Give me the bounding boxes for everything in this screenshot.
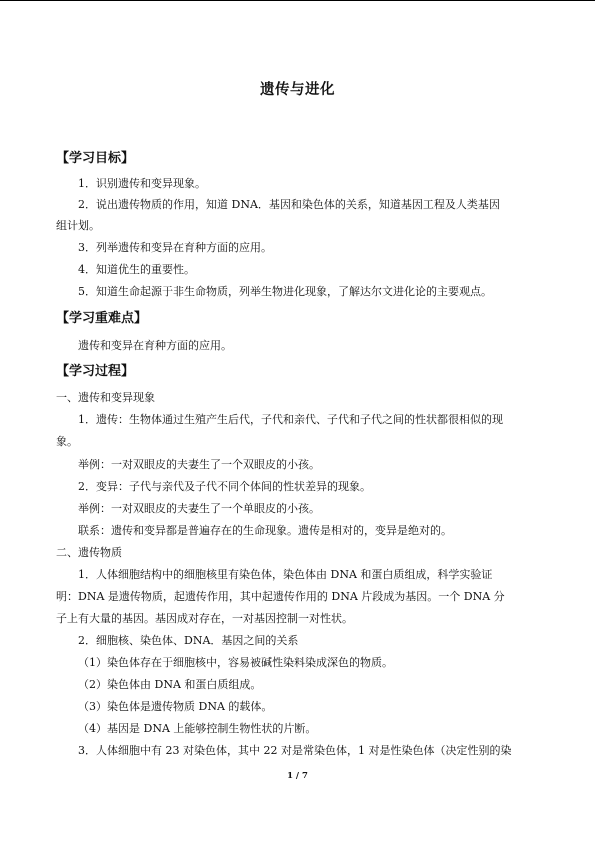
objective-item-2: 2．说出遗传物质的作用，知道 DNA．基因和染色体的关系，知道基因工程及人类基因: [78, 198, 500, 211]
page-title: 遗传与进化: [260, 82, 335, 98]
section2-para1-cont1: 明：DNA 是遗传物质，起遗传作用，其中起遗传作用的 DNA 片段成为基因。一个 DNA 分: [56, 590, 505, 603]
heading-objectives: 【学习目标】: [56, 151, 135, 166]
objective-item-2-cont: 组计划。: [56, 219, 100, 232]
section1-para2: 2．变异：子代与亲代及子代不同个体间的性状差异的现象。: [78, 480, 371, 493]
key-points-text: 遗传和变异在育种方面的应用。: [78, 339, 232, 352]
heading-process: 【学习过程】: [56, 364, 135, 379]
section2-heading: 二、遗传物质: [56, 546, 122, 559]
section2-para3: 3．人体细胞中有 23 对染色体，其中 22 对是常染色体，1 对是性染色体（决定性别的染: [78, 744, 512, 757]
section1-example2: 举例：一对双眼皮的夫妻生了一个单眼皮的小孩。: [78, 502, 320, 515]
section2-sub3: （3）染色体是遗传物质 DNA 的载体。: [78, 700, 273, 713]
section1-link: 联系：遗传和变异都是普遍存在的生命现象。遗传是相对的，变异是绝对的。: [78, 524, 452, 537]
objective-item-3: 3．列举遗传和变异在育种方面的应用。: [78, 241, 272, 254]
section2-sub4: （4）基因是 DNA 上能够控制生物性状的片断。: [78, 722, 317, 735]
section2-sub2: （2）染色体由 DNA 和蛋白质组成。: [78, 678, 262, 691]
section2-para2: 2．细胞核、染色体、DNA．基因之间的关系: [78, 634, 299, 647]
objective-item-1: 1．识别遗传和变异现象。: [78, 177, 206, 190]
objective-item-4: 4．知道优生的重要性。: [78, 263, 195, 276]
section2-para1-cont2: 子上有大量的基因。基因成对存在，一对基因控制一对性状。: [56, 612, 353, 625]
objective-item-5: 5．知道生命起源于非生命物质，列举生物进化现象，了解达尔文进化论的主要观点。: [78, 285, 492, 298]
heading-key-points: 【学习重难点】: [56, 311, 148, 326]
section2-sub1: （1）染色体存在于细胞核中，容易被碱性染料染成深色的物质。: [78, 656, 393, 669]
section1-para1: 1．遗传：生物体通过生殖产生后代，子代和亲代、子代和子代之间的性状都很相似的现: [78, 413, 503, 426]
section1-para1-cont: 象。: [56, 435, 78, 448]
section1-heading: 一、遗传和变异现象: [56, 391, 155, 404]
page-number: 1 / 7: [287, 771, 308, 781]
section1-example1: 举例：一对双眼皮的夫妻生了一个双眼皮的小孩。: [78, 458, 320, 471]
section2-para1: 1．人体细胞结构中的细胞核里有染色体，染色体由 DNA 和蛋白质组成，科学实验证: [78, 568, 493, 581]
